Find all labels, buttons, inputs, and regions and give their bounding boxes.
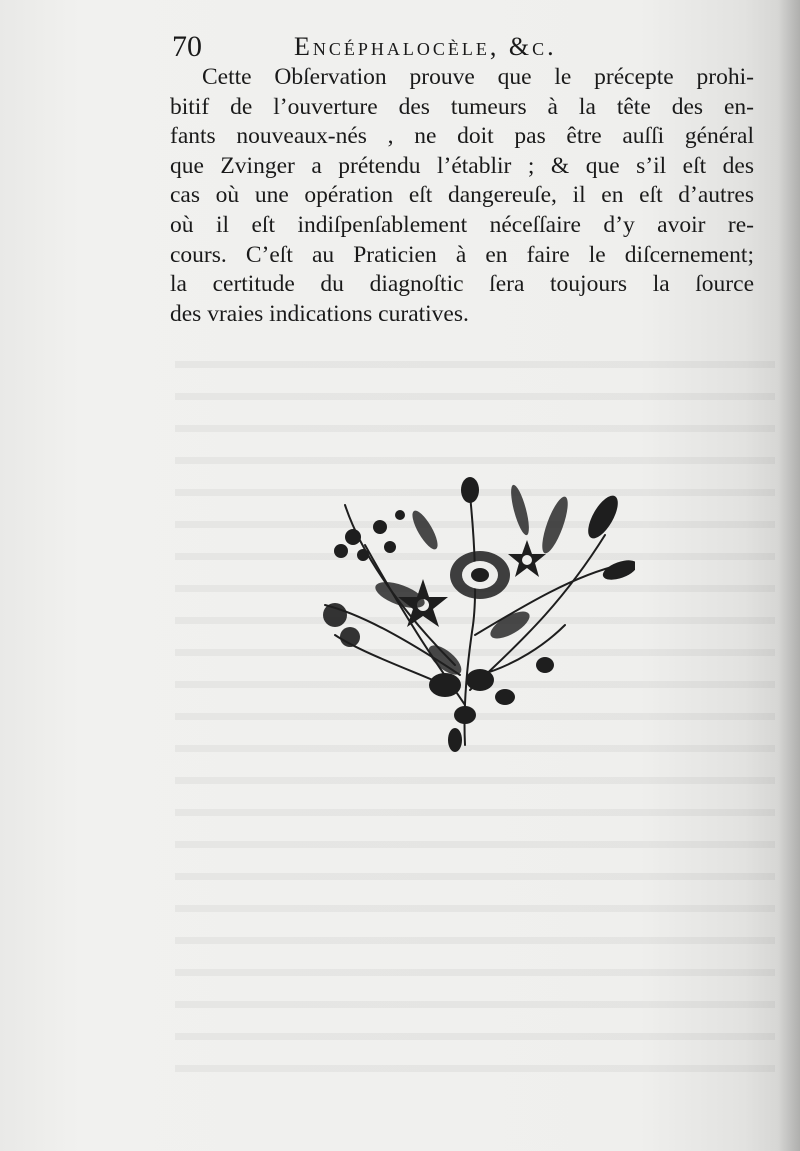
text-line: cas où une opération eſt dangereuſe, il en eſt d’autres <box>170 182 754 209</box>
text-line: que Zvinger a prétendu l’établir ; & que s’il eſt des <box>170 152 754 179</box>
floral-bouquet-icon <box>305 475 635 760</box>
text-line: fants nouveaux-nés , ne doit pas être auſſi général <box>170 123 754 150</box>
text-line: cours. C’eſt au Praticien à en faire le diſcernement; <box>170 241 754 268</box>
text-line: où il eſt indiſpenſablement néceſſaire d’y avoir re- <box>170 211 754 238</box>
paragraph <box>170 63 754 329</box>
running-title: Encéphalocèle, &c. <box>294 32 557 61</box>
page-number: 70 <box>172 30 202 63</box>
running-head <box>172 30 752 66</box>
page-gutter-shadow <box>778 0 800 1151</box>
text-line: des vraies indications curatives. <box>170 300 469 327</box>
text-line: bitif de l’ouverture des tumeurs à la tête des en- <box>170 93 754 120</box>
text-line: la certitude du diagnoſtic ſera toujours la ſource <box>170 271 754 298</box>
text-line: Cette Obſervation prouve que le précepte prohi- <box>202 64 754 90</box>
